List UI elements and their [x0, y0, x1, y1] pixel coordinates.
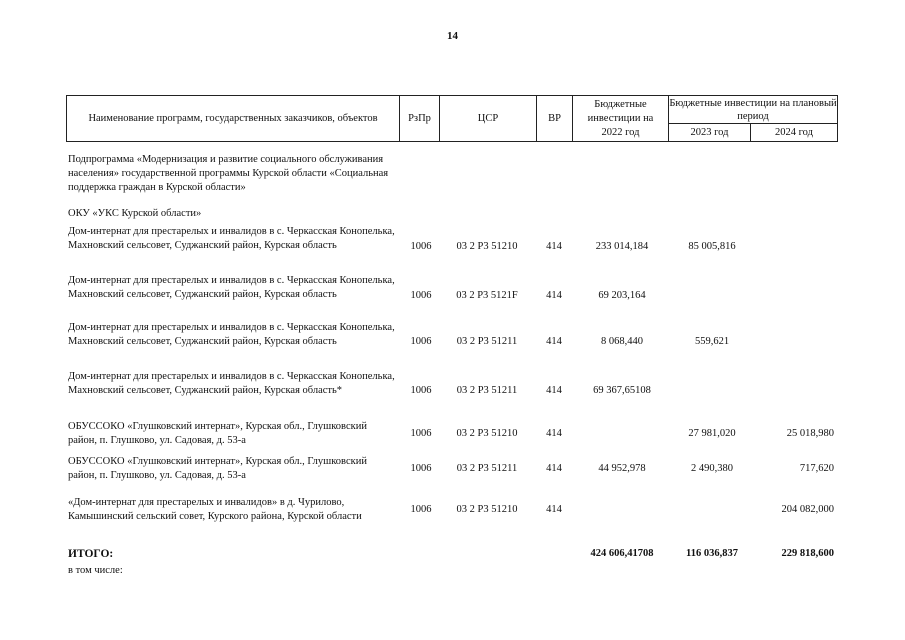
row-csr: 03 2 Р3 51210: [456, 241, 518, 252]
row-vr: 414: [546, 385, 562, 396]
row-2024: 204 082,000: [781, 504, 834, 515]
header-rzpr: РзПр: [400, 96, 440, 141]
row-vr: 414: [546, 336, 562, 347]
header-budget-2022: Бюджетные инвестиции на 2022 год: [573, 96, 669, 141]
row-name: «Дом-интернат для престарелых и инвалидов» в д. Чурилово, Камышинский сельский совет, Курского района, Курской области: [68, 497, 362, 522]
row-2023: 27 981,020: [688, 428, 736, 439]
row-name: ОБУССОКО «Глушковский интернат», Курская обл., Глушковский район, п. Глушково, ул. Садовая, д. 53-а: [68, 456, 367, 481]
row-csr: 03 2 Р3 51211: [456, 336, 518, 347]
row-2023: 559,621: [694, 336, 730, 347]
row-rzpr: 1006: [410, 290, 432, 301]
header-name: Наименование программ, государственных заказчиков, объектов: [67, 96, 400, 141]
row-csr: 03 2 Р3 51210: [456, 428, 518, 439]
including-label: в том числе:: [68, 565, 123, 576]
row-2022: 8 068,440: [601, 336, 643, 347]
row-vr: 414: [546, 428, 562, 439]
row-vr: 414: [546, 290, 562, 301]
row-2022: 69 367,65108: [593, 385, 651, 396]
row-2022: 44 952,978: [598, 463, 646, 474]
header-csr: ЦСР: [440, 96, 537, 141]
row-name: Дом-интернат для престарелых и инвалидов в с. Черкасская Конопелька, Махновский сельсовет, Суджанский район, Курская область: [68, 226, 395, 251]
row-csr: 03 2 Р3 51210: [456, 504, 518, 515]
row-name: Дом-интернат для престарелых и инвалидов в с. Черкасская Конопелька, Махновский сельсовет, Суджанский район, Курская область: [68, 322, 395, 347]
row-name: Дом-интернат для престарелых и инвалидов в с. Черкасская Конопелька, Махновский сельсовет, Суджанский район, Курская область: [68, 275, 395, 300]
header-plan-title: Бюджетные инвестиции на плановый период: [669, 98, 837, 122]
row-rzpr: 1006: [410, 504, 432, 515]
row-csr: 03 2 Р3 51211: [456, 463, 518, 474]
header-plan-period: [669, 96, 837, 141]
row-rzpr: 1006: [410, 428, 432, 439]
row-rzpr: 1006: [410, 241, 432, 252]
header-years: [669, 123, 837, 141]
row-rzpr: 1006: [410, 463, 432, 474]
row-2024: 717,620: [799, 463, 834, 474]
header-year-2024: 2024 год: [775, 127, 813, 138]
row-2022: 69 203,164: [598, 290, 646, 301]
row-2023: 2 490,380: [691, 463, 733, 474]
row-2022: 233 014,184: [595, 241, 649, 252]
total-2022: 424 606,41708: [590, 548, 654, 559]
row-2023: 85 005,816: [688, 241, 736, 252]
total-label: ИТОГО:: [68, 548, 114, 560]
row-rzpr: 1006: [410, 336, 432, 347]
row-csr: 03 2 Р3 5121F: [456, 290, 518, 301]
subprogram-title: Подпрограмма «Модернизация и развитие социального обслуживания населения» государственной программы Курской области «Социальная поддержка граждан в Курской области»: [68, 154, 389, 193]
row-name: Дом-интернат для престарелых и инвалидов в с. Черкасская Конопелька, Махновский сельсовет, Суджанский район, Курская область*: [68, 371, 395, 396]
total-2023: 116 036,837: [686, 548, 738, 559]
row-rzpr: 1006: [410, 385, 432, 396]
total-2024: 229 818,600: [781, 548, 834, 559]
row-vr: 414: [546, 504, 562, 515]
header-year-2023: 2023 год: [669, 124, 751, 141]
customer-title: ОКУ «УКС Курской области»: [68, 208, 202, 219]
row-csr: 03 2 Р3 51211: [456, 385, 518, 396]
row-vr: 414: [546, 241, 562, 252]
header-vr: ВР: [537, 96, 573, 141]
page-number: 14: [447, 30, 458, 42]
table-header: [66, 95, 838, 142]
row-name: ОБУССОКО «Глушковский интернат», Курская обл., Глушковский район, п. Глушково, ул. Садовая, д. 53-а: [68, 421, 367, 446]
row-2024: 25 018,980: [786, 428, 834, 439]
row-vr: 414: [546, 463, 562, 474]
